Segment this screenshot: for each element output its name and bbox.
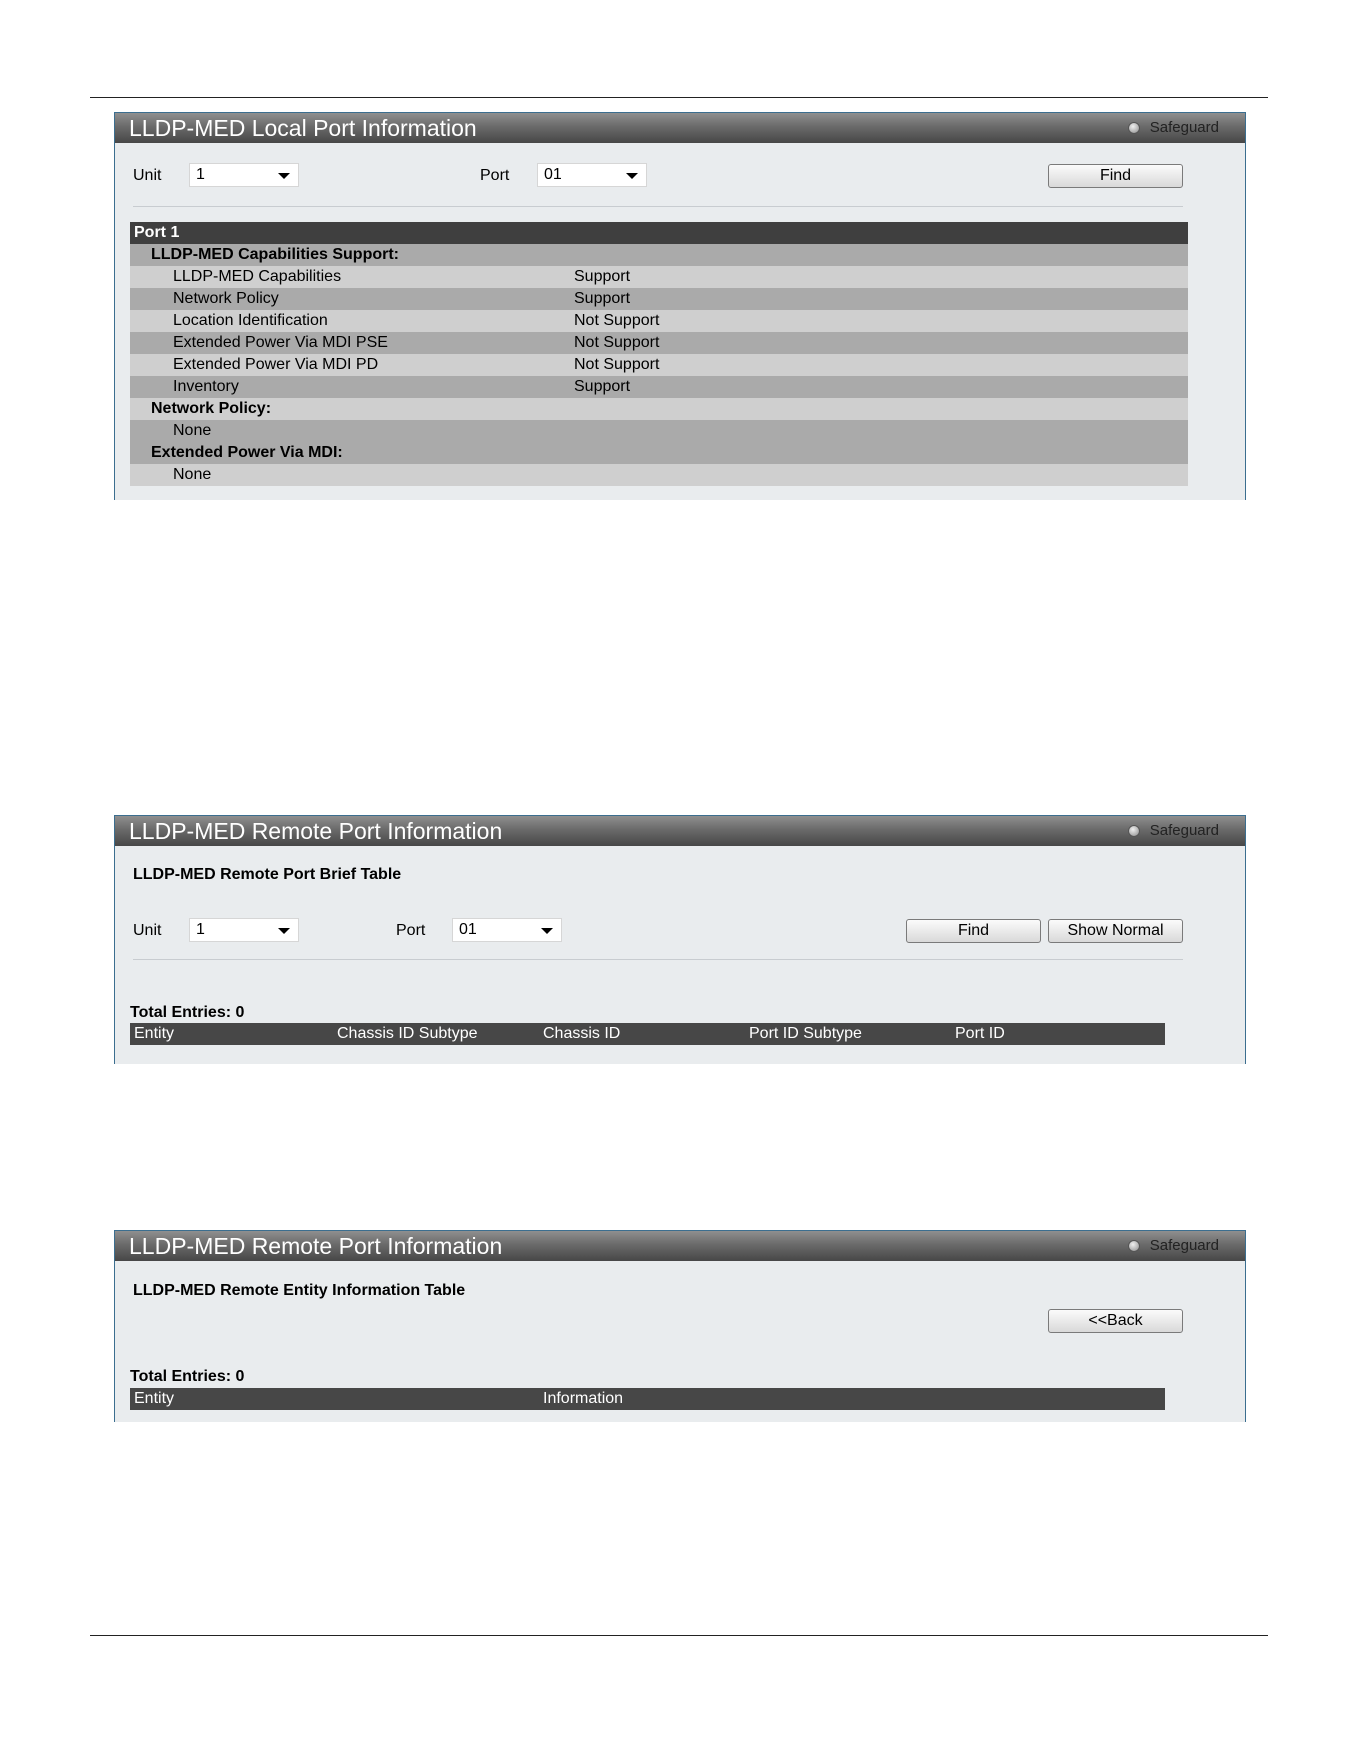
extended-power-value: None	[173, 466, 212, 483]
safeguard-icon	[1128, 1240, 1140, 1252]
panel-title: LLDP-MED Local Port Information	[129, 115, 477, 141]
panel-title: LLDP-MED Remote Port Information	[129, 818, 503, 844]
capability-value: Not Support	[574, 312, 660, 329]
capabilities-heading: LLDP-MED Capabilities Support:	[151, 246, 399, 263]
remote-entity-panel	[114, 1230, 1246, 1422]
capability-name: Inventory	[173, 378, 239, 395]
unit-select[interactable]	[189, 918, 299, 942]
chevron-down-icon	[278, 173, 290, 179]
table-subtitle: LLDP-MED Remote Port Brief Table	[133, 866, 402, 883]
table-subtitle: LLDP-MED Remote Entity Information Table	[133, 1282, 466, 1299]
capability-name: Network Policy	[173, 290, 279, 307]
column-header: Port ID Subtype	[749, 1025, 862, 1042]
capability-value: Not Support	[574, 334, 660, 351]
capabilities-heading-row	[130, 244, 1188, 266]
top-rule	[90, 97, 1268, 98]
safeguard-icon	[1128, 825, 1140, 837]
safeguard-icon	[1128, 122, 1140, 134]
remote-port-brief-panel	[114, 815, 1246, 1064]
find-button[interactable]: Find	[1048, 164, 1183, 188]
back-button[interactable]: <<Back	[1048, 1309, 1183, 1333]
port-label: Port	[480, 167, 510, 184]
safeguard-indicator[interactable]	[1128, 823, 1219, 839]
table-row	[130, 354, 1188, 376]
chevron-down-icon	[626, 173, 638, 179]
unit-select[interactable]	[189, 163, 299, 187]
panel-header	[115, 113, 1245, 143]
unit-label: Unit	[133, 167, 162, 184]
port-heading: Port 1	[134, 224, 180, 241]
network-policy-value: None	[173, 422, 212, 439]
column-header: Chassis ID	[543, 1025, 621, 1042]
safeguard-indicator[interactable]	[1128, 120, 1219, 136]
capability-value: Not Support	[574, 356, 660, 373]
capability-name: Extended Power Via MDI PSE	[173, 334, 388, 351]
table-header	[130, 1023, 1165, 1045]
panel-header	[115, 816, 1245, 846]
extended-power-heading: Extended Power Via MDI:	[151, 444, 343, 461]
port-heading-row	[130, 222, 1188, 244]
table-row	[130, 266, 1188, 288]
capability-name: LLDP-MED Capabilities	[173, 268, 342, 285]
port-label: Port	[396, 922, 426, 939]
extended-power-row	[130, 464, 1188, 486]
column-header: Port ID	[955, 1025, 1005, 1042]
port-select[interactable]	[452, 918, 562, 942]
find-button[interactable]: Find	[906, 919, 1041, 943]
table-header	[130, 1388, 1165, 1410]
network-policy-row	[130, 420, 1188, 442]
safeguard-label: Safeguard	[1149, 119, 1219, 136]
column-header: Information	[543, 1390, 624, 1407]
panel-title: LLDP-MED Remote Port Information	[129, 1233, 503, 1259]
table-row	[130, 376, 1188, 398]
bottom-rule	[90, 1635, 1268, 1636]
unit-label: Unit	[133, 922, 162, 939]
unit-select-value: 1	[196, 166, 205, 183]
divider	[133, 206, 1183, 207]
port-select-value: 01	[459, 921, 477, 938]
panel-header	[115, 1231, 1245, 1261]
table-row	[130, 332, 1188, 354]
port-select-value: 01	[544, 166, 562, 183]
capability-value: Support	[574, 268, 631, 285]
capability-name: Location Identification	[173, 312, 328, 329]
safeguard-indicator[interactable]	[1128, 1238, 1219, 1254]
column-header: Entity	[134, 1390, 175, 1407]
chevron-down-icon	[278, 928, 290, 934]
capability-value: Support	[574, 378, 631, 395]
table-row	[130, 288, 1188, 310]
table-row	[130, 310, 1188, 332]
chevron-down-icon	[541, 928, 553, 934]
safeguard-label: Safeguard	[1149, 822, 1219, 839]
total-entries: Total Entries: 0	[130, 1004, 245, 1021]
port-select[interactable]	[537, 163, 647, 187]
total-entries: Total Entries: 0	[130, 1368, 245, 1385]
network-policy-heading-row	[130, 398, 1188, 420]
local-port-panel	[114, 112, 1246, 500]
column-header: Entity	[134, 1025, 175, 1042]
divider	[133, 959, 1183, 960]
safeguard-label: Safeguard	[1149, 1237, 1219, 1254]
capability-name: Extended Power Via MDI PD	[173, 356, 379, 373]
capability-value: Support	[574, 290, 631, 307]
show-normal-button[interactable]: Show Normal	[1048, 919, 1183, 943]
network-policy-heading: Network Policy:	[151, 400, 272, 417]
unit-select-value: 1	[196, 921, 205, 938]
extended-power-heading-row	[130, 442, 1188, 464]
column-header: Chassis ID Subtype	[337, 1025, 478, 1042]
